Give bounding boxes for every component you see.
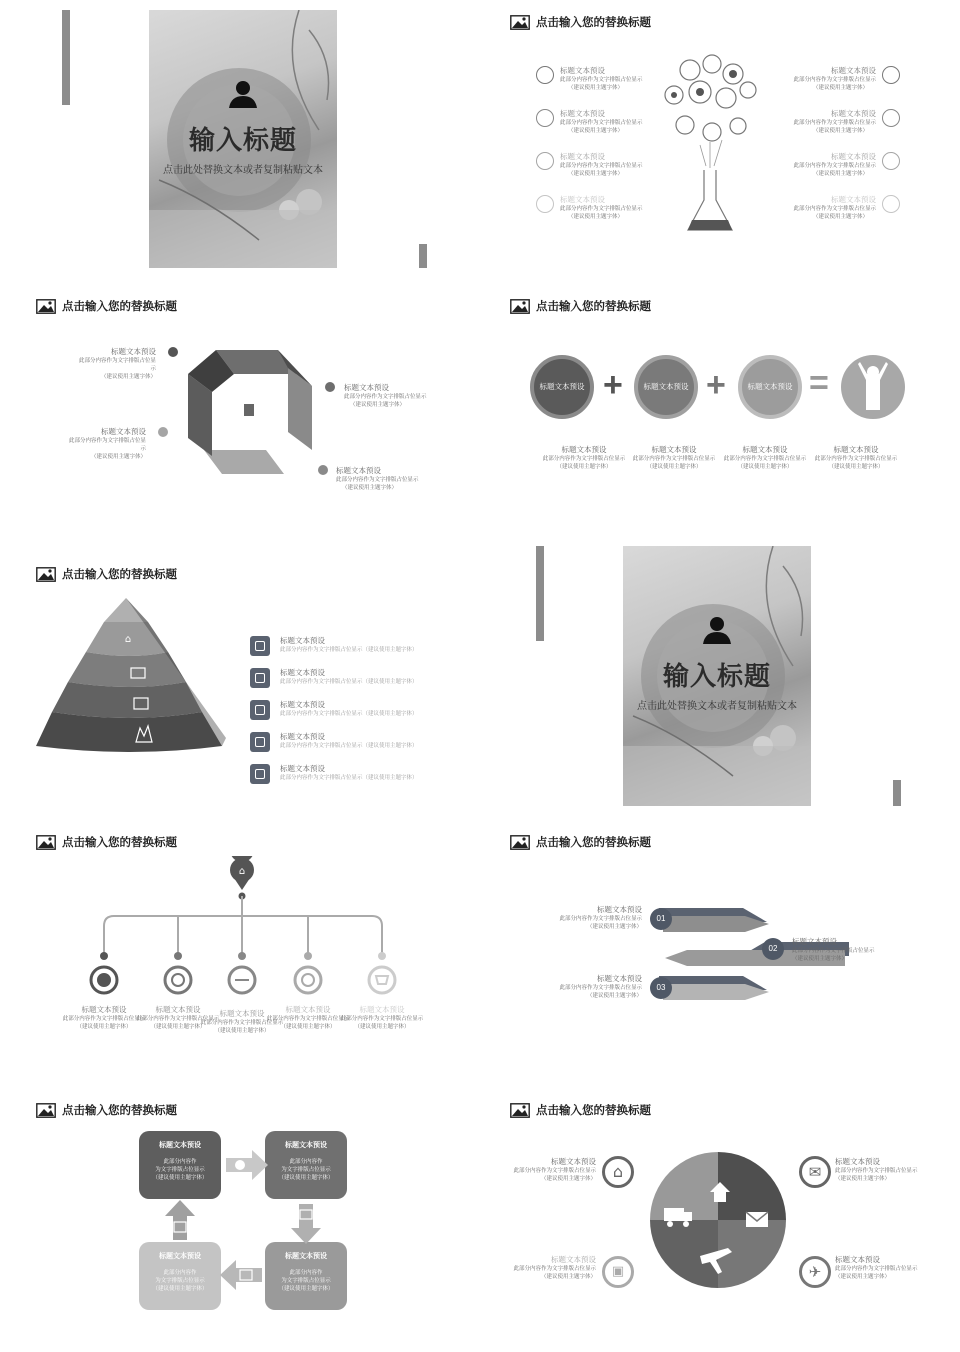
pyramid-item: 标题文本预设 此部分内容作为文字排版占位显示（建议使用主题字体） bbox=[280, 668, 418, 685]
slide-cover-2 bbox=[474, 536, 948, 820]
puzzle-item: 标题文本预设 此部分内容作为文字排版占位显示 （建议使用主题字体） bbox=[835, 1255, 918, 1280]
arrow-up-icon bbox=[165, 1200, 195, 1240]
equation-item: 标题文本预设 此部分内容作为文字排版占位显示 （建议使用主题字体） bbox=[814, 445, 898, 470]
bulbs-flask-illustration bbox=[660, 50, 760, 240]
step-number: 03 bbox=[650, 977, 672, 999]
cover-title: 输入标题 bbox=[662, 661, 771, 691]
arrow-down-icon bbox=[291, 1204, 321, 1244]
pyramid-item: 标题文本预设 此部分内容作为文字排版占位显示（建议使用主题字体） bbox=[280, 636, 418, 653]
lightbulb-icon bbox=[882, 195, 900, 213]
mail-icon: ✉ bbox=[799, 1156, 831, 1188]
tree-diagram bbox=[80, 856, 410, 1006]
arrow-item: 标题文本预设 此部分内容作为文字排版占位显示 （建议使用主题字体） bbox=[559, 905, 642, 930]
slide-flow bbox=[0, 1088, 474, 1352]
slide-title: 点击输入您的替换标题 bbox=[510, 834, 651, 850]
picture-icon bbox=[36, 835, 56, 850]
tree-item: 标题文本预设 此部分内容作为文字排版占位显示 （建议使用主题字体） bbox=[340, 1005, 424, 1030]
puzzle-circle bbox=[650, 1152, 786, 1288]
pinwheel-item: 标题文本预设 此部分内容作为文字排版占位显 示 （建议使用主题字体） bbox=[68, 427, 146, 460]
mail-icon bbox=[250, 764, 270, 784]
pinwheel-dot bbox=[318, 465, 328, 475]
image-icon bbox=[250, 700, 270, 720]
accent-bar bbox=[536, 546, 544, 641]
slide-arrows bbox=[474, 820, 948, 1088]
cover-photo bbox=[149, 10, 337, 268]
equation-circle: 标题文本预设 bbox=[634, 355, 698, 419]
bulb-item: 标题文本预设 此部分内容作为文字排版占位显示 （建议使用主题字体） bbox=[560, 66, 643, 91]
flow-box: 标题文本预设 此部分内容作 为文字排版占位显示 （建议使用主题字体） bbox=[139, 1242, 221, 1310]
bulb-item: 标题文本预设 此部分内容作为文字排版占位显示 （建议使用主题字体） bbox=[560, 152, 643, 177]
pinwheel-item: 标题文本预设 此部分内容作为文字排版占位显示 （建议使用主题字体） bbox=[336, 466, 419, 491]
pinwheel-item: 标题文本预设 此部分内容作为文字排版占位显 示 （建议使用主题字体） bbox=[78, 347, 156, 380]
slide-title: 点击输入您的替换标题 bbox=[36, 298, 177, 314]
picture-icon bbox=[510, 1103, 530, 1118]
tree-item: 标题文本预设 此部分内容作为文字排版占位显示 （建议使用主题字体） bbox=[266, 1005, 350, 1030]
lightbulb-icon bbox=[882, 109, 900, 127]
user-icon bbox=[701, 616, 733, 644]
slide-title: 点击输入您的替换标题 bbox=[510, 14, 651, 30]
printer-icon bbox=[250, 732, 270, 752]
pinwheel-item: 标题文本预设 此部分内容作为文字排版占位显示 （建议使用主题字体） bbox=[344, 383, 427, 408]
picture-icon bbox=[36, 299, 56, 314]
plus-icon: + bbox=[603, 366, 623, 404]
equals-icon: = bbox=[809, 364, 829, 402]
slide-cover-1 bbox=[0, 0, 474, 268]
slide-title: 点击输入您的替换标题 bbox=[36, 566, 177, 582]
slide-title: 点击输入您的替换标题 bbox=[510, 298, 651, 314]
cover-subtitle: 点击此处替换文本或者复制粘贴文本 bbox=[637, 701, 797, 712]
tree-item: 标题文本预设 此部分内容作为文字排版占位显示 （建议使用主题字体） bbox=[200, 1009, 284, 1034]
slide-title: 点击输入您的替换标题 bbox=[510, 1102, 651, 1118]
bulb-item: 标题文本预设 此部分内容作为文字排版占位显示 （建议使用主题字体） bbox=[793, 66, 876, 91]
bulb-item: 标题文本预设 此部分内容作为文字排版占位显示 （建议使用主题字体） bbox=[793, 109, 876, 134]
lightbulb-icon bbox=[536, 152, 554, 170]
flow-box: 标题文本预设 此部分内容作 为文字排版占位显示 （建议使用主题字体） bbox=[265, 1242, 347, 1310]
slide-pinwheel bbox=[0, 284, 474, 552]
bulb-item: 标题文本预设 此部分内容作为文字排版占位显示 （建议使用主题字体） bbox=[793, 152, 876, 177]
tree-item: 标题文本预设 此部分内容作为文字排版占位显示 （建议使用主题字体） bbox=[62, 1005, 146, 1030]
pinwheel-dot bbox=[168, 347, 178, 357]
airplane-icon: ✈ bbox=[799, 1256, 831, 1288]
picture-icon bbox=[510, 835, 530, 850]
pyramid-item: 标题文本预设 此部分内容作为文字排版占位显示（建议使用主题字体） bbox=[280, 700, 418, 717]
slide-title: 点击输入您的替换标题 bbox=[36, 834, 177, 850]
slide-bulbs bbox=[474, 0, 948, 268]
achievement-icon bbox=[840, 354, 906, 420]
cover-title: 输入标题 bbox=[188, 125, 297, 155]
svg-text:⌂: ⌂ bbox=[238, 866, 246, 877]
slide-equation bbox=[474, 284, 948, 552]
pinwheel-dot bbox=[325, 382, 335, 392]
lightbulb-icon bbox=[882, 152, 900, 170]
lightbulb-icon bbox=[536, 109, 554, 127]
lightbulb-icon bbox=[536, 195, 554, 213]
arrow-right-icon bbox=[226, 1150, 268, 1180]
arrow-item: 标题文本预设 此部分内容作为文字排版占位显示 （建议使用主题字体） bbox=[559, 974, 642, 999]
picture-icon bbox=[510, 15, 530, 30]
equation-item: 标题文本预设 此部分内容作为文字排版占位显示 （建议使用主题字体） bbox=[632, 445, 716, 470]
pinwheel-diagram bbox=[188, 350, 312, 474]
flow-box: 标题文本预设 此部分内容作 为文字排版占位显示 （建议使用主题字体） bbox=[265, 1131, 347, 1199]
slide-puzzle bbox=[474, 1088, 948, 1352]
user-icon bbox=[227, 80, 259, 108]
equation-circle: 标题文本预设 bbox=[738, 355, 802, 419]
puzzle-item: 标题文本预设 此部分内容作为文字排版占位显示 （建议使用主题字体） bbox=[835, 1157, 918, 1182]
bulb-item: 标题文本预设 此部分内容作为文字排版占位显示 （建议使用主题字体） bbox=[560, 195, 643, 220]
arrow-item: 标题文本预设 此部分内容作为文字排版占位显示 （建议使用主题字体） bbox=[792, 937, 875, 962]
pyramid-item: 标题文本预设 此部分内容作为文字排版占位显示（建议使用主题字体） bbox=[280, 732, 418, 749]
arrow-left-icon bbox=[220, 1260, 262, 1290]
tree-item: 标题文本预设 此部分内容作为文字排版占位显示 （建议使用主题字体） bbox=[136, 1005, 220, 1030]
cover-subtitle: 点击此处替换文本或者复制粘贴文本 bbox=[163, 165, 323, 176]
pyramid-item: 标题文本预设 此部分内容作为文字排版占位显示（建议使用主题字体） bbox=[280, 764, 418, 781]
home-icon: ⌂ bbox=[602, 1156, 634, 1188]
lightbulb-icon bbox=[882, 66, 900, 84]
slide-tree bbox=[0, 820, 474, 1088]
bulb-item: 标题文本预设 此部分内容作为文字排版占位显示 （建议使用主题字体） bbox=[793, 195, 876, 220]
accent-bar bbox=[893, 780, 901, 806]
svg-text:⌂: ⌂ bbox=[124, 634, 132, 645]
lightbulb-icon bbox=[536, 66, 554, 84]
cover-photo bbox=[623, 546, 811, 806]
bulb-item: 标题文本预设 此部分内容作为文字排版占位显示 （建议使用主题字体） bbox=[560, 109, 643, 134]
picture-icon bbox=[36, 1103, 56, 1118]
pencil-icon bbox=[250, 668, 270, 688]
picture-icon bbox=[510, 299, 530, 314]
equation-item: 标题文本预设 此部分内容作为文字排版占位显示 （建议使用主题字体） bbox=[723, 445, 807, 470]
step-number: 02 bbox=[762, 938, 784, 960]
pinwheel-dot bbox=[158, 427, 168, 437]
picture-icon bbox=[36, 567, 56, 582]
equation-circle: 标题文本预设 bbox=[530, 355, 594, 419]
pyramid-diagram bbox=[36, 598, 226, 758]
puzzle-item: 标题文本预设 此部分内容作为文字排版占位显示 （建议使用主题字体） bbox=[513, 1255, 596, 1280]
slide-title: 点击输入您的替换标题 bbox=[36, 1102, 177, 1118]
accent-bar bbox=[62, 10, 70, 105]
step-number: 01 bbox=[650, 908, 672, 930]
truck-icon: ▣ bbox=[602, 1256, 634, 1288]
accent-bar bbox=[419, 244, 427, 268]
puzzle-item: 标题文本预设 此部分内容作为文字排版占位显示 （建议使用主题字体） bbox=[513, 1157, 596, 1182]
equation-item: 标题文本预设 此部分内容作为文字排版占位显示 （建议使用主题字体） bbox=[542, 445, 626, 470]
slide-pyramid bbox=[0, 552, 474, 820]
flow-box: 标题文本预设 此部分内容作 为文字排版占位显示 （建议使用主题字体） bbox=[139, 1131, 221, 1199]
plus-icon: + bbox=[706, 366, 726, 404]
speaker-icon bbox=[250, 636, 270, 656]
